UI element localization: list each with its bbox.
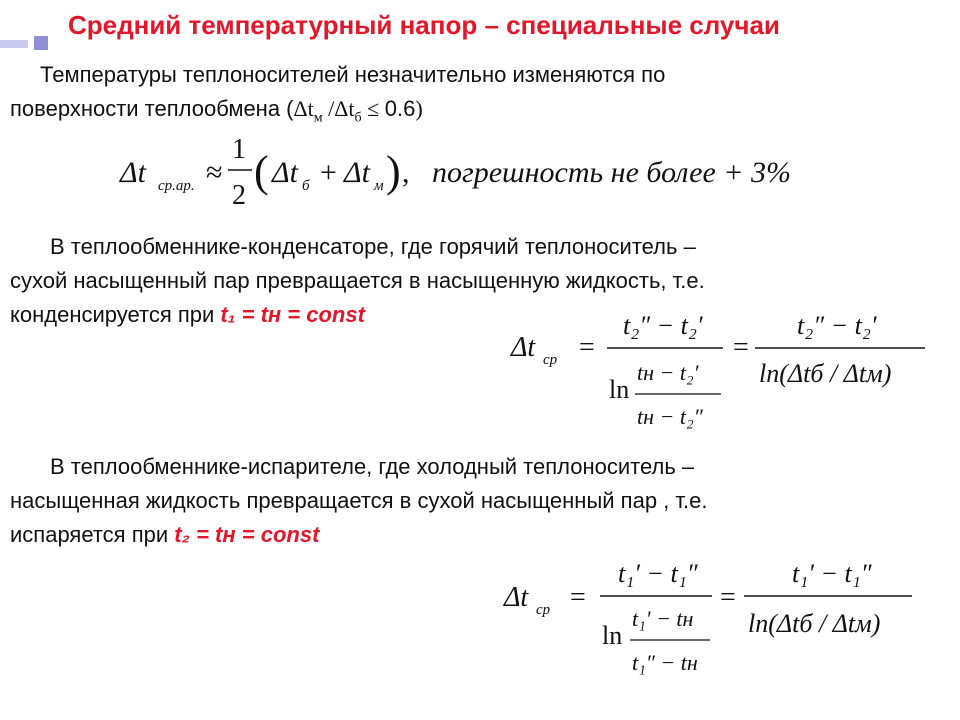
- f2-lhs: Δt: [511, 332, 536, 363]
- f2-num2: t₂″ − t₂′: [797, 311, 877, 340]
- paragraph-1-line-2: [10, 92, 665, 135]
- paragraph-3-text: испаряется при: [10, 522, 175, 547]
- paragraph-3-line-3: [10, 518, 708, 552]
- condition-delta-m: $\Delta t_м$ $/\Delta t_б$ ≤: [293, 96, 385, 126]
- f3-lhs-sub: ср: [536, 602, 551, 618]
- f1-lhs: Δt: [120, 156, 146, 189]
- f3-ln: ln: [602, 621, 623, 650]
- paragraph-1-line-1: Температуры теплоносителей незначительно изменяются по: [40, 62, 666, 87]
- formula-condenser: [505, 310, 945, 450]
- paragraph-3-line-2: насыщенная жидкость превращается в сухой насыщенный пар , т.е.: [10, 488, 708, 513]
- f3-num: t₁′ − t₁″: [618, 559, 698, 588]
- paragraph-2-line-1: В теплообменнике-конденсаторе, где горячий теплоноситель –: [50, 234, 696, 259]
- f2-inner-den: tн − t₂″: [637, 404, 703, 429]
- formula-arithmetic-mean: [110, 130, 830, 215]
- f3-num2: t₁′ − t₁″: [792, 559, 872, 588]
- f1-plus: +: [320, 156, 337, 189]
- f2-inner-num: tн − t₂′: [637, 360, 699, 385]
- f1-paren-close: ): [386, 147, 401, 196]
- f3-lhs: Δt: [504, 582, 529, 613]
- decor-square: [34, 36, 48, 50]
- f3-inner-den: t₁″ − tн: [632, 650, 698, 675]
- f1-paren-open: (: [254, 147, 269, 196]
- f1-term2-sub: м: [374, 178, 384, 194]
- f2-den2: ln(Δtб / Δtм): [759, 359, 892, 388]
- slide-title: Средний температурный напор – специальные случаи: [68, 10, 780, 40]
- f1-term2: Δt: [344, 156, 370, 189]
- f3-eq1: =: [570, 582, 586, 613]
- f3-inner-num: t₁′ − tн: [632, 606, 694, 631]
- paragraph-3: [10, 450, 708, 552]
- condition-evaporator: t₂ = tн = const: [174, 522, 320, 547]
- f2-eq2: =: [733, 332, 749, 363]
- f2-eq1: =: [579, 332, 595, 363]
- paragraph-2-line-2: сухой насыщенный пар превращается в насыщенную жидкость, т.е.: [10, 268, 705, 293]
- f1-lhs-sub: ср.ар.: [158, 178, 195, 194]
- condition-value: 0.6: [384, 96, 416, 121]
- f1-comma: ,: [402, 156, 410, 189]
- formula-evaporator: [498, 548, 938, 688]
- paragraph-2-text: конденсируется при: [10, 302, 221, 327]
- condition-close: ): [415, 96, 423, 121]
- decor-bar-light: [0, 40, 28, 48]
- f2-ln: ln: [609, 375, 630, 404]
- paragraph-3-line-1: В теплообменнике-испарителе, где холодный теплоноситель –: [50, 454, 695, 479]
- f2-num: t₂″ − t₂′: [623, 311, 703, 340]
- f1-den: 2: [232, 180, 246, 211]
- f1-approx: ≈: [206, 156, 223, 189]
- paragraph-1-text: поверхности теплообмена (: [10, 96, 294, 121]
- f1-note: погрешность не более + 3%: [432, 156, 792, 189]
- f3-eq2: =: [720, 582, 736, 613]
- condition-condenser: t₁ = tн = const: [220, 302, 365, 327]
- f3-den2: ln(Δtб / Δtм): [748, 609, 881, 638]
- paragraph-1: [10, 58, 665, 135]
- f1-num: 1: [232, 134, 246, 165]
- f2-lhs-sub: ср: [543, 352, 558, 368]
- f1-term1: Δt: [272, 156, 298, 189]
- f1-term1-sub: б: [302, 178, 310, 194]
